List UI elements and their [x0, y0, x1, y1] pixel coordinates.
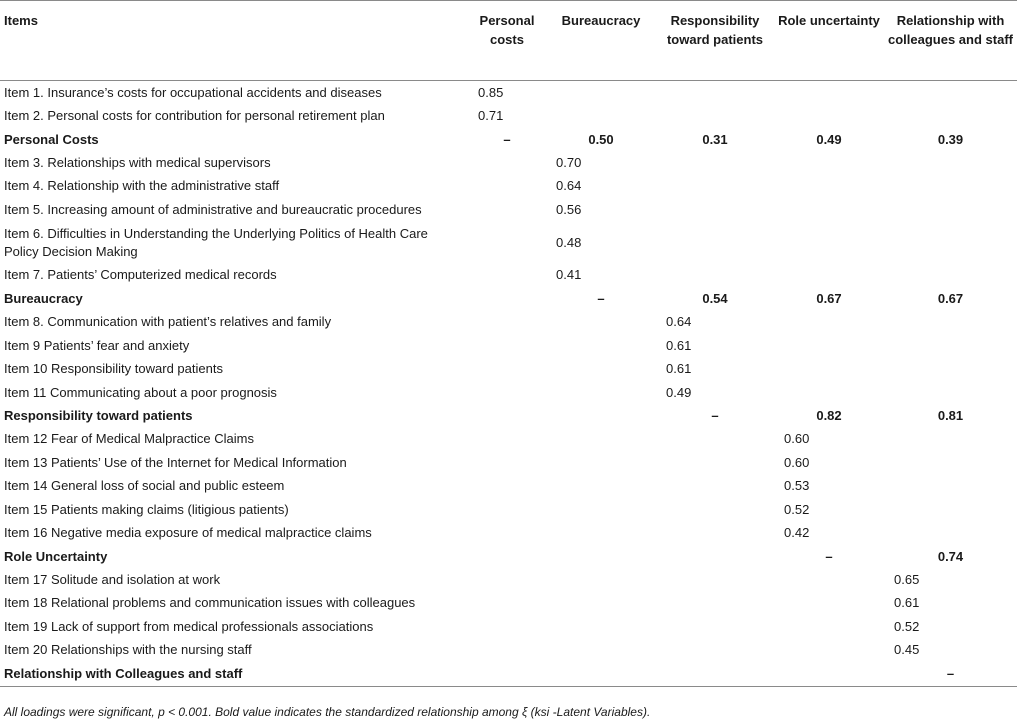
loading-cell: [468, 357, 546, 380]
loading-cell: 0.53: [784, 478, 810, 494]
header-row: [0, 1, 1017, 81]
loading-cell: [546, 521, 656, 544]
loading-cell: 0.52: [894, 618, 920, 634]
row-label: Item 12 Fear of Medical Malpractice Claims: [4, 431, 254, 447]
loading-cell: 0.41: [556, 267, 582, 283]
loading-cell: [546, 568, 656, 591]
loading-cell: [546, 404, 656, 427]
loading-cell: [656, 451, 774, 474]
loading-cell: 0.60: [784, 431, 810, 447]
loading-cell: [468, 545, 546, 568]
loading-cell: [884, 222, 1017, 264]
loading-cell: 0.64: [556, 178, 582, 194]
row-label: Responsibility toward patients: [4, 407, 193, 423]
loading-cell: [468, 521, 546, 544]
loading-cell: [546, 615, 656, 638]
loading-cell: 0.67: [816, 290, 842, 306]
row-label: Bureaucracy: [4, 290, 83, 306]
loading-cell: 0.74: [937, 548, 964, 564]
row-label: Relationship with Colleagues and staff: [0, 662, 468, 686]
loading-cell: [884, 311, 1017, 334]
header-items: Items: [0, 1, 468, 81]
header-role-uncertainty: Role uncertainty: [774, 1, 884, 81]
table-row: [0, 639, 1017, 662]
loading-cell: [468, 592, 546, 615]
loading-cell: 0.31: [702, 131, 728, 147]
table-row: [0, 198, 1017, 221]
loading-cell: [546, 498, 656, 521]
loading-cell: [774, 381, 884, 404]
loading-cell: 0.56: [556, 201, 582, 217]
table-row: [0, 151, 1017, 174]
loading-cell: [656, 151, 774, 174]
loading-cell: [884, 357, 1017, 380]
loading-cell: 0.48: [556, 234, 582, 250]
loading-cell: [656, 104, 774, 127]
loading-cell: [468, 639, 546, 662]
loading-cell: 0.45: [894, 642, 920, 658]
loading-cell: [468, 151, 546, 174]
loading-cell: 0.50: [588, 131, 614, 147]
header-relationship: Relationship with colleagues and staff: [884, 1, 1017, 81]
row-label: Item 5. Increasing amount of administrative and bureaucratic procedures: [4, 201, 422, 217]
table-body: [0, 81, 1017, 687]
row-label: Item 14 General loss of social and public esteem: [4, 478, 285, 494]
loading-cell: 0.67: [937, 290, 964, 306]
loading-cell: 0.61: [666, 337, 692, 353]
loading-cell: [884, 498, 1017, 521]
row-label: Item 9 Patients’ fear and anxiety: [4, 337, 190, 353]
loading-cell: 0.82: [816, 407, 842, 423]
loading-cell: [656, 662, 774, 686]
loading-cell: –: [711, 407, 719, 423]
loading-cell: [468, 451, 546, 474]
loading-cell: [774, 311, 884, 334]
factor-row: [0, 287, 1017, 310]
loading-cell: [884, 381, 1017, 404]
row-label: Personal Costs: [4, 131, 99, 147]
header-bureaucracy: Bureaucracy: [546, 1, 656, 81]
loading-cell: [774, 334, 884, 357]
factor-row: [0, 404, 1017, 427]
loading-cell: 0.39: [937, 131, 964, 147]
loading-cell: [656, 545, 774, 568]
loading-cell: [774, 198, 884, 221]
row-label: Item 2. Personal costs for contribution for personal retirement plan: [4, 108, 385, 124]
loading-cell: 0.49: [816, 131, 842, 147]
loading-cell: [774, 639, 884, 662]
table-row: [0, 381, 1017, 404]
row-label: Item 16 Negative media exposure of medical malpractice claims: [4, 525, 372, 541]
table-row: [0, 428, 1017, 451]
table-row: [0, 357, 1017, 380]
loading-cell: [468, 568, 546, 591]
loading-cell: 0.42: [784, 525, 810, 541]
loading-cell: [546, 639, 656, 662]
loading-cell: [884, 264, 1017, 287]
row-label: Item 3. Relationships with medical supervisors: [4, 155, 271, 171]
loading-cell: [656, 592, 774, 615]
loading-cell: [774, 568, 884, 591]
loading-cell: [774, 222, 884, 264]
row-label: Item 6. Difficulties in Understanding the Underlying Politics of Health Care Policy Decision Making: [4, 225, 428, 259]
loading-cell: –: [884, 662, 1017, 686]
row-label: Item 19 Lack of support from medical professionals associations: [4, 618, 374, 634]
loading-cell: [468, 662, 546, 686]
loading-cell: [468, 198, 546, 221]
table-row: [0, 104, 1017, 127]
loading-cell: [468, 175, 546, 198]
loading-cell: [884, 521, 1017, 544]
loading-cell: 0.81: [937, 407, 964, 423]
loading-cell: [884, 104, 1017, 127]
header-personal-costs: Personal costs: [468, 1, 546, 81]
loading-cell: [656, 615, 774, 638]
loading-cell: [774, 357, 884, 380]
loading-cell: 0.65: [894, 572, 920, 588]
loading-cell: [546, 592, 656, 615]
row-label: Role Uncertainty: [4, 548, 108, 564]
factor-row: [0, 662, 1017, 686]
loading-cell: [884, 151, 1017, 174]
row-label: Item 18 Relational problems and communication issues with colleagues: [4, 595, 416, 611]
loading-cell: [884, 81, 1017, 105]
loading-cell: [546, 334, 656, 357]
table-row: [0, 334, 1017, 357]
table-row: [0, 264, 1017, 287]
row-label: Item 10 Responsibility toward patients: [4, 361, 223, 377]
loading-cell: [656, 222, 774, 264]
loading-cell: 0.70: [556, 155, 582, 171]
loading-cell: [546, 81, 656, 105]
header-responsibility: Responsibility toward patients: [656, 1, 774, 81]
row-label: Item 20 Relationships with the nursing staff: [4, 642, 252, 658]
loading-cell: [546, 475, 656, 498]
row-label: Item 15 Patients making claims (litigious patients): [4, 501, 289, 517]
table-row: [0, 451, 1017, 474]
table-row: [0, 568, 1017, 591]
row-label: Item 1. Insurance’s costs for occupational accidents and diseases: [4, 84, 382, 100]
loading-cell: [884, 451, 1017, 474]
loading-cell: [468, 311, 546, 334]
table-footnote: All loadings were significant, p < 0.001. Bold value indicates the standardized relationship among ξ (ksi -Latent Variables).: [4, 705, 651, 719]
loading-cell: [656, 81, 774, 105]
loading-cell: [656, 639, 774, 662]
loading-cell: [468, 264, 546, 287]
loading-cell: 0.61: [666, 361, 692, 377]
table-row: [0, 81, 1017, 105]
loading-cell: [468, 475, 546, 498]
loading-cell: [546, 662, 656, 686]
row-label: Item 17 Solitude and isolation at work: [4, 572, 221, 588]
loading-cell: [546, 428, 656, 451]
loading-cell: 0.52: [784, 501, 810, 517]
loading-cell: [884, 428, 1017, 451]
table-row: [0, 175, 1017, 198]
loading-cell: [774, 81, 884, 105]
loading-cell: 0.54: [702, 290, 728, 306]
table-header: [0, 1, 1017, 81]
loading-cell: [656, 498, 774, 521]
loading-cell: [884, 475, 1017, 498]
loading-cell: [468, 381, 546, 404]
loading-cell: [774, 264, 884, 287]
loading-cell: [774, 175, 884, 198]
loading-cell: [546, 545, 656, 568]
loading-cell: 0.71: [478, 108, 504, 124]
loading-cell: [884, 334, 1017, 357]
table-row: [0, 592, 1017, 615]
loading-cell: [774, 662, 884, 686]
loading-cell: [468, 404, 546, 427]
table-row: [0, 521, 1017, 544]
loading-cell: 0.64: [666, 314, 692, 330]
loading-cell: –: [503, 131, 511, 147]
loading-cell: [546, 311, 656, 334]
loading-cell: [468, 498, 546, 521]
loading-cell: –: [597, 290, 605, 306]
loading-cell: [656, 175, 774, 198]
factor-row: [0, 128, 1017, 151]
row-label: Item 13 Patients’ Use of the Internet for Medical Information: [4, 454, 347, 470]
loading-cell: [656, 198, 774, 221]
row-label: Item 11 Communicating about a poor prognosis: [4, 384, 277, 400]
loading-cell: [884, 175, 1017, 198]
loading-cell: 0.85: [478, 84, 504, 100]
row-label: Item 8. Communication with patient’s relatives and family: [4, 314, 332, 330]
loading-cell: 0.61: [894, 595, 920, 611]
table-row: [0, 475, 1017, 498]
loading-cell: [468, 287, 546, 310]
loading-cell: [546, 381, 656, 404]
loading-cell: [656, 475, 774, 498]
loading-cell: [656, 264, 774, 287]
row-label: Item 7. Patients’ Computerized medical records: [4, 267, 277, 283]
factor-row: [0, 545, 1017, 568]
loading-cell: [774, 151, 884, 174]
table-row: [0, 311, 1017, 334]
loading-cell: [774, 104, 884, 127]
loading-cell: [468, 615, 546, 638]
loading-cell: [468, 428, 546, 451]
loading-cell: [774, 615, 884, 638]
loading-cell: 0.60: [784, 454, 810, 470]
loading-cell: [468, 222, 546, 264]
loading-cell: –: [825, 548, 833, 564]
loading-cell: [656, 568, 774, 591]
loading-cell: 0.49: [666, 384, 692, 400]
table-row: [0, 615, 1017, 638]
loading-cell: [546, 357, 656, 380]
loading-cell: [546, 451, 656, 474]
loading-cell: [884, 198, 1017, 221]
table-row: [0, 498, 1017, 521]
loading-cell: [468, 334, 546, 357]
loading-cell: [546, 104, 656, 127]
row-label: Item 4. Relationship with the administrative staff: [4, 178, 280, 194]
table-row: [0, 222, 1017, 264]
loading-cell: [656, 521, 774, 544]
loading-cell: [656, 428, 774, 451]
loading-cell: [774, 592, 884, 615]
